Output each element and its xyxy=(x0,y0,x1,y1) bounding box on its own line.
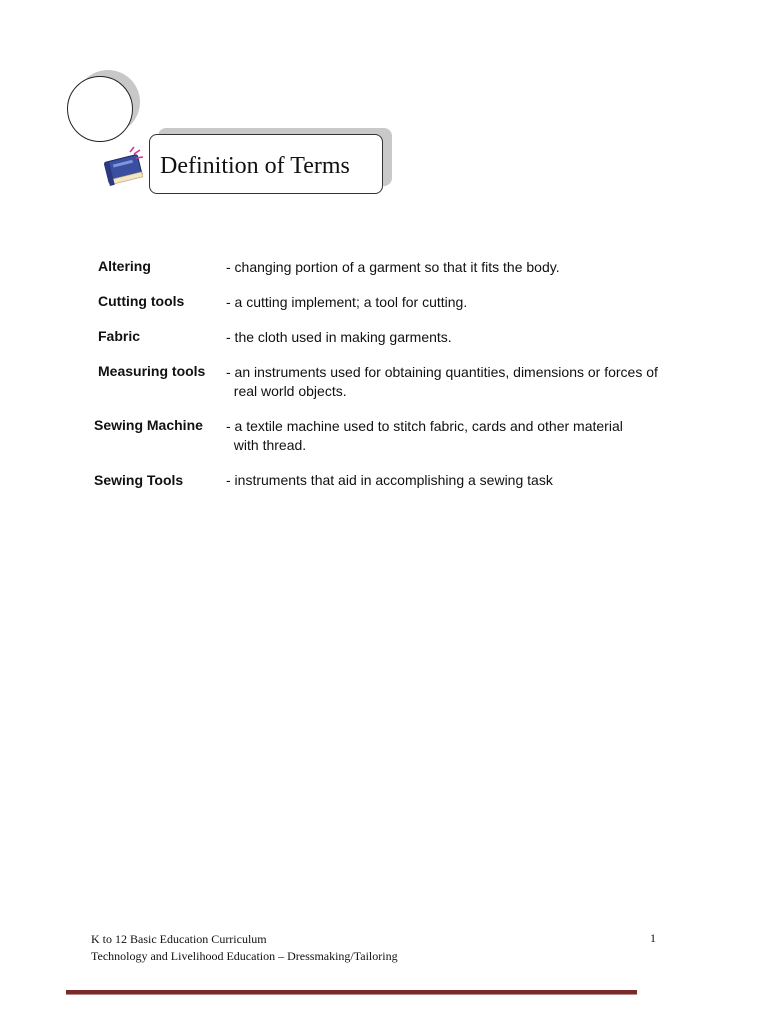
term-label: Sewing Machine xyxy=(94,417,203,433)
footer xyxy=(91,931,398,965)
term-label: Sewing Tools xyxy=(94,472,184,488)
title-box xyxy=(149,134,383,194)
term-definition: - a textile machine used to stitch fabric, cards and other material with thread. xyxy=(226,418,623,453)
term-label: Altering xyxy=(98,258,151,274)
term-label: Fabric xyxy=(98,328,141,344)
term-label: Measuring tools xyxy=(98,363,206,379)
decorative-circle xyxy=(67,76,133,142)
footer-divider xyxy=(66,990,637,995)
footer-line-curriculum: K to 12 Basic Education Curriculum xyxy=(91,932,267,946)
book-icon xyxy=(100,146,148,190)
term-definition: - changing portion of a garment so that it fits the body. xyxy=(226,259,560,275)
term-definition: - instruments that aid in accomplishing a sewing task xyxy=(226,472,553,488)
page-number: 1 xyxy=(650,931,656,945)
term-label: Cutting tools xyxy=(98,293,185,309)
term-definition: - a cutting implement; a tool for cutting. xyxy=(226,294,468,310)
footer-line-subject: Technology and Livelihood Education – Dressmaking/Tailoring xyxy=(91,949,398,963)
term-definition: - the cloth used in making garments. xyxy=(226,329,452,345)
term-definition: - an instruments used for obtaining quantities, dimensions or forces of real world objects. xyxy=(226,364,658,399)
page-title: Definition of Terms xyxy=(160,153,350,179)
